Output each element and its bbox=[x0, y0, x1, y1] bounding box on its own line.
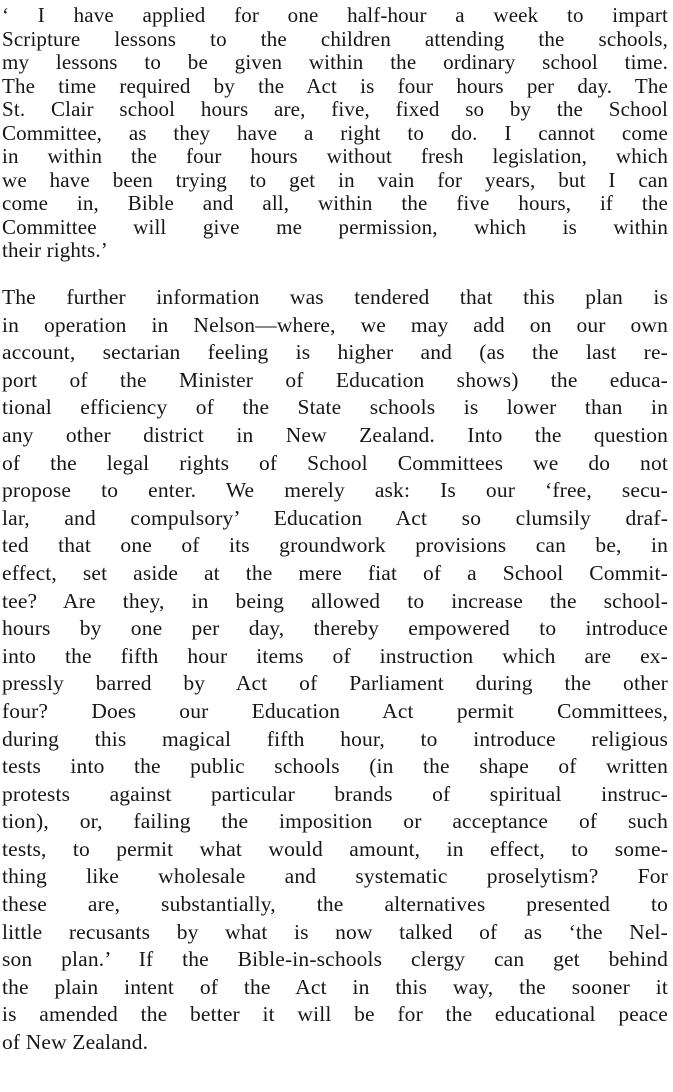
text-line: son plan.’ If the Bible-in-schools clergy can get behind bbox=[2, 947, 668, 972]
text-line: tional efficiency of the State schools is lower than in bbox=[2, 395, 668, 420]
text-line: The time required by the Act is four hours per day. The bbox=[2, 73, 668, 98]
text-line: tion), or, failing the imposition or acceptance of such bbox=[2, 809, 668, 834]
text-line: tee? Are they, in being allowed to increase the school- bbox=[2, 588, 668, 613]
text-line: their rights.’ bbox=[2, 238, 108, 262]
text-line: come in, Bible and all, within the five hours, if the bbox=[2, 191, 668, 215]
text-line: tests into the public schools (in the shape of written bbox=[2, 754, 668, 779]
editorial-paragraph bbox=[2, 284, 668, 1057]
text-line: propose to enter. We merely ask: Is our ‘free, secu- bbox=[2, 478, 668, 503]
text-line: little recusants by what is now talked of as ‘the Nel- bbox=[2, 919, 668, 944]
text-line: we have been trying to get in vain for years, but I can bbox=[2, 167, 668, 192]
text-line: account, sectarian feeling is higher and (as the last re- bbox=[2, 340, 668, 365]
text-line: lar, and compulsory’ Education Act so clumsily draf- bbox=[2, 505, 668, 530]
text-line: any other district in New Zealand. Into the question bbox=[2, 422, 668, 447]
text-line: my lessons to be given within the ordinary school time. bbox=[2, 50, 668, 74]
text-line: into the fifth hour items of instruction which are ex- bbox=[2, 643, 668, 668]
text-line: Committee will give me permission, which is within bbox=[2, 214, 668, 239]
text-line: effect, set aside at the mere fiat of a School Commit- bbox=[2, 560, 668, 585]
text-line: ‘ I have applied for one half-hour a week to impart bbox=[2, 3, 668, 27]
text-line: The further information was tendered that this plan is bbox=[2, 285, 668, 309]
text-line: hours by one per day, thereby empowered to introduce bbox=[2, 616, 668, 641]
text-line: ted that one of its groundwork provisions can be, in bbox=[2, 533, 668, 558]
quoted-letter bbox=[2, 4, 668, 263]
text-line: port of the Minister of Education shows) the educa- bbox=[2, 367, 668, 392]
text-line: in operation in Nelson—where, we may add on our own bbox=[2, 312, 668, 337]
text-line: four? Does our Education Act permit Committees, bbox=[2, 698, 668, 723]
text-line: pressly barred by Act of Parliament during the other bbox=[2, 671, 668, 696]
text-line: during this magical fifth hour, to introduce religious bbox=[2, 726, 668, 751]
text-line: of the legal rights of School Committees we do not bbox=[2, 450, 668, 475]
text-line: Committee, as they have a right to do. I cannot come bbox=[2, 120, 668, 145]
text-line: tests, to permit what would amount, in effect, to some- bbox=[2, 836, 668, 861]
text-line: St. Clair school hours are, five, fixed so by the School bbox=[2, 97, 668, 121]
text-line: thing like wholesale and systematic proselytism? For bbox=[2, 864, 668, 889]
text-line: these are, substantially, the alternatives presented to bbox=[2, 892, 668, 917]
text-line: protests against particular brands of spiritual instruc- bbox=[2, 781, 668, 806]
text-line: the plain intent of the Act in this way, the sooner it bbox=[2, 974, 668, 999]
text-line: of New Zealand. bbox=[2, 1030, 149, 1055]
text-line: Scripture lessons to the children attending the schools, bbox=[2, 26, 668, 51]
text-line: in within the four hours without fresh legislation, which bbox=[2, 144, 668, 168]
text-line: is amended the better it will be for the educational peace bbox=[2, 1002, 668, 1027]
